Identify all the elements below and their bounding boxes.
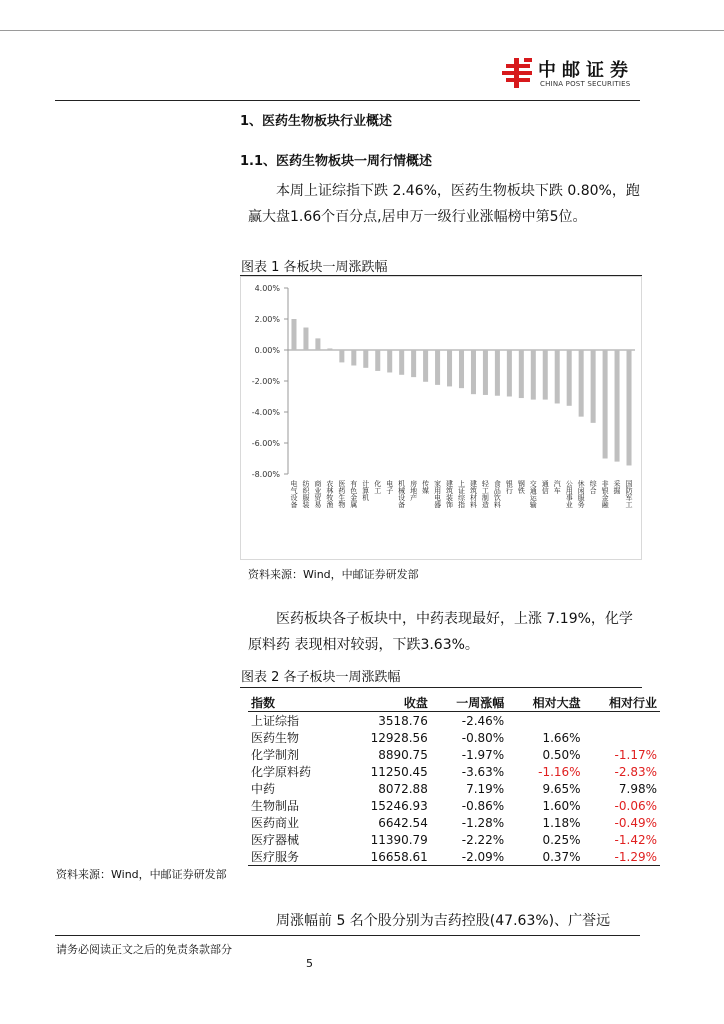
x-tick-label: 综合: [589, 480, 598, 494]
x-tick-label: 国防军工: [625, 480, 634, 508]
table-cell-name: 医药生物: [251, 731, 300, 745]
x-tick-label: 电气设备: [289, 480, 298, 508]
bar: [543, 350, 548, 400]
top-stocks-paragraph: 周涨幅前 5 名个股分别为吉药控股(47.63%)、广誉远: [276, 913, 611, 929]
x-tick-label: 电子: [385, 480, 394, 494]
section-heading: 1、医药生物板块行业概述: [240, 114, 393, 129]
x-tick-label: 采掘: [613, 480, 622, 494]
table-cell-name: 医疗器械: [251, 833, 300, 847]
table-cell-vs-market: 0.25%: [542, 832, 581, 847]
figure1-source: 资料来源：Wind，中邮证券研发部: [248, 568, 419, 581]
x-tick-label: 钢铁: [517, 480, 526, 494]
bar: [375, 350, 380, 371]
figure2-source: 资料来源：Wind，中邮证券研发部: [56, 868, 227, 881]
table-cell-vs-market: 9.65%: [542, 781, 581, 796]
x-tick-label: 建筑材料: [469, 480, 478, 508]
x-tick-label: 商业贸易: [313, 480, 322, 508]
table-cell-vs-sector: -0.49%: [614, 815, 657, 830]
x-tick-label: 计算机: [361, 480, 370, 501]
x-tick-label: 农林牧渔: [325, 480, 334, 508]
table-cell-close: 11390.79: [370, 832, 428, 847]
table-cell-vs-market: 1.66%: [542, 730, 581, 745]
table-cell-close: 11250.45: [370, 764, 428, 779]
table-cell-vs-sector: -0.06%: [614, 798, 657, 813]
figure1-title: 图表 1 各板块一周涨跌幅: [241, 260, 388, 275]
table-row: [248, 712, 660, 730]
bar: [615, 350, 620, 462]
table-header-row: [248, 694, 660, 712]
bar: [315, 338, 320, 350]
table-cell-vs-market: 0.50%: [542, 747, 581, 762]
x-tick-label: 化工: [373, 480, 382, 494]
bar: [471, 350, 476, 394]
table-cell-week: 7.19%: [466, 781, 505, 796]
y-tick-label: -4.00%: [251, 408, 280, 417]
table-cell-close: 12928.56: [370, 730, 428, 745]
bar: [303, 328, 308, 350]
footer-rule: [55, 935, 640, 936]
table-row: [248, 763, 660, 780]
table-cell-week: -2.09%: [431, 848, 507, 866]
bar: [495, 350, 500, 396]
y-tick-label: -6.00%: [251, 439, 280, 448]
table-row: [248, 797, 660, 814]
table-cell-week: -2.22%: [461, 832, 505, 847]
table-cell-vs-market: -1.16%: [538, 764, 581, 779]
x-tick-label: 医药生物: [337, 480, 346, 508]
table-cell-name: 生物制品: [251, 799, 300, 813]
table-cell-close: 16658.61: [341, 848, 430, 866]
x-tick-label: 汽车: [553, 480, 562, 494]
table-cell-vs-sector: -1.29%: [584, 848, 660, 866]
table-cell-close: 3518.76: [378, 713, 428, 728]
y-tick-label: 2.00%: [254, 315, 280, 324]
bar: [483, 350, 488, 395]
bar: [567, 350, 572, 406]
y-tick-label: -2.00%: [251, 377, 280, 386]
table-cell-vs-sector: -1.17%: [614, 747, 657, 762]
table-cell-vs-market: 1.60%: [542, 798, 581, 813]
table-cell-name: 中药: [251, 782, 276, 796]
table-cell-week: -1.97%: [461, 747, 505, 762]
post-logo-icon: [500, 56, 536, 90]
y-tick-label: -8.00%: [251, 470, 280, 479]
bar: [351, 350, 356, 366]
bar: [291, 319, 296, 350]
column-header: 一周涨幅: [431, 694, 507, 712]
x-tick-label: 轻工制造: [481, 480, 490, 508]
bar: [435, 350, 440, 385]
sector-bar-chart: [241, 277, 641, 559]
bar: [603, 350, 608, 459]
x-tick-label: 非银金融: [601, 480, 610, 508]
x-tick-label: 银行: [505, 480, 514, 494]
subsector-paragraph: 医药板块各子板块中，中药表现最好，上涨 7.19%，化学原料药 表现相对较弱，下跌3.63%。: [248, 611, 633, 653]
table-row: [248, 729, 660, 746]
bar: [627, 350, 632, 465]
bar: [387, 350, 392, 372]
column-header: 相对大盘: [507, 694, 583, 712]
table-row: [248, 848, 660, 866]
table-cell-name: 上证综指: [251, 714, 300, 728]
bar: [579, 350, 584, 417]
bar: [591, 350, 596, 423]
subsector-table: [248, 694, 660, 866]
x-tick-label: 家用电器: [433, 480, 442, 508]
table-cell-vs-sector: [584, 712, 660, 730]
table-row: [248, 831, 660, 848]
y-tick-label: 4.00%: [254, 284, 280, 293]
figure2-title: 图表 2 各子板块一周涨跌幅: [241, 670, 401, 685]
page-number: 5: [306, 957, 313, 970]
bar: [423, 350, 428, 382]
bar: [411, 350, 416, 377]
table-cell-week: -2.46%: [461, 713, 505, 728]
column-header: 相对行业: [584, 694, 660, 712]
bar: [399, 350, 404, 375]
table-cell-vs-sector: -2.83%: [614, 764, 657, 779]
x-tick-label: 建筑装饰: [445, 480, 454, 508]
table-cell-vs-market: 0.37%: [507, 848, 583, 866]
column-header: 指数: [248, 694, 341, 712]
x-tick-label: 上证综指: [457, 480, 466, 508]
x-tick-label: 公用事业: [565, 480, 574, 508]
figure2-rule: [240, 687, 642, 688]
column-header: 收盘: [341, 694, 430, 712]
bar: [519, 350, 524, 398]
table-cell-name: 化学制剂: [251, 748, 300, 762]
top-rule: [0, 30, 724, 31]
bar: [447, 350, 452, 386]
table-cell-vs-sector: [584, 729, 660, 746]
bar: [531, 350, 536, 400]
table-cell-vs-sector: 7.98%: [618, 781, 657, 796]
x-tick-label: 传媒: [421, 480, 430, 494]
header-rule: [55, 100, 640, 101]
x-tick-label: 机械设备: [397, 480, 406, 508]
x-tick-label: 交通运输: [529, 480, 538, 508]
subsection-heading: 1.1、医药生物板块一周行情概述: [240, 154, 433, 169]
table-cell-week: -1.28%: [461, 815, 505, 830]
company-logo: [500, 56, 650, 92]
table-cell-close: 15246.93: [370, 798, 428, 813]
x-tick-label: 食品饮料: [493, 480, 502, 508]
table-cell-vs-sector: -1.42%: [614, 832, 657, 847]
table-row: [248, 780, 660, 797]
x-tick-label: 纺织服装: [301, 480, 310, 508]
logo-name: 中邮证券: [538, 60, 634, 81]
logo-english-name: CHINA POST SECURITIES: [540, 80, 631, 88]
summary-paragraph: 本周上证综指下跌 2.46%，医药生物板块下跌 0.80%，跑赢大盘1.66个百分点,居申万一级行业涨幅榜中第5位。: [248, 183, 640, 225]
bar: [459, 350, 464, 388]
table-cell-week: -0.80%: [461, 730, 505, 745]
table-cell-name: 医药商业: [251, 816, 300, 830]
y-tick-label: 0.00%: [254, 346, 280, 355]
x-tick-label: 有色金属: [349, 480, 358, 508]
table-cell-name: 化学原料药: [251, 765, 312, 779]
bar: [327, 348, 332, 350]
x-tick-label: 通信: [541, 480, 550, 494]
bar: [363, 350, 368, 368]
bar: [507, 350, 512, 397]
table-cell-name: 医疗服务: [248, 848, 341, 866]
bar: [555, 350, 560, 403]
table-cell-close: 8890.75: [378, 747, 428, 762]
table-row: [248, 814, 660, 831]
x-tick-label: 房地产: [409, 480, 418, 501]
table-cell-close: 8072.88: [378, 781, 428, 796]
bar: [339, 350, 344, 362]
x-tick-label: 休闲服务: [577, 480, 586, 508]
table-cell-vs-market: [507, 712, 583, 730]
table-cell-vs-market: 1.18%: [542, 815, 581, 830]
table-row: [248, 746, 660, 763]
sector-chart: [240, 276, 642, 560]
table-cell-week: -3.63%: [461, 764, 505, 779]
table-cell-close: 6642.54: [378, 815, 428, 830]
disclaimer-text: 请务必阅读正文之后的免责条款部分: [56, 943, 232, 956]
table-cell-week: -0.86%: [461, 798, 505, 813]
